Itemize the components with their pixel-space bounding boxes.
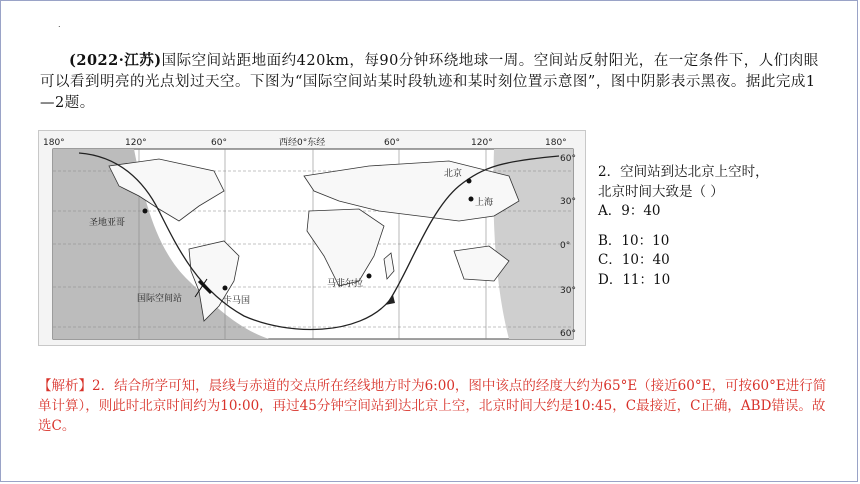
iss-track-map <box>38 130 586 346</box>
lon-label-60w: 60° <box>211 138 227 148</box>
place-madagascar: 马非尔拉 <box>327 279 364 289</box>
lon-label-0: 西经0°东经 <box>279 138 326 148</box>
question-stem-line2: 北京时间大致是（ ） <box>598 183 724 200</box>
lon-label-60e: 60° <box>384 138 400 148</box>
map-figure <box>39 131 587 347</box>
lat-label-60n: 60° <box>560 154 576 164</box>
option-b: B．10：10 <box>598 232 670 249</box>
intro-text: 国际空间站距地面约420km，每90分钟环绕地球一周。空间站反射阳光，在一定条件下，人们肉眼可以看到明亮的光点划过天空。下图为“国际空间站某时段轨迹和某时刻位置示意图”，图中阴影表示黑夜。据此完成1—2题。 <box>40 53 819 111</box>
lon-label-180e: 180° <box>545 138 567 148</box>
intro-paragraph <box>40 50 830 114</box>
san-diego-point <box>143 209 148 214</box>
lon-label-120w: 120° <box>125 138 147 148</box>
question-stem-line1: 2．空间站到达北京上空时， <box>598 164 769 180</box>
shanghai-point <box>469 197 474 202</box>
place-shanghai: 上海 <box>475 198 494 208</box>
option-gap <box>598 222 848 232</box>
question-source: (2022·江苏) <box>69 52 162 69</box>
corner-mark: . <box>58 20 61 29</box>
place-iss: 国际空间站 <box>137 294 183 304</box>
place-san-diego: 圣地亚哥 <box>89 218 126 228</box>
lat-label-30s: 30° <box>560 286 576 296</box>
option-d: D．11：10 <box>598 271 671 288</box>
madagascar-point <box>367 274 372 279</box>
question-2 <box>598 163 848 290</box>
cape-point <box>223 286 228 291</box>
analysis-paragraph: 【解析】2．结合所学可知，晨线与赤道的交点所在经线地方时为6:00，图中该点的经度大约为65°E（接近60°E，可按60°E进行简单计算），则此时北京时间约为10:00，再过45分钟空间站到达北京上空，北京时间大约是10:45，C最接近，C正确，ABD错误。故选C。 <box>38 378 827 434</box>
lat-label-30n: 30° <box>560 197 576 207</box>
lat-label-0: 0° <box>560 241 571 251</box>
lon-label-120e: 120° <box>471 138 493 148</box>
option-a: A．9：40 <box>598 203 661 219</box>
place-cape: 卡马国 <box>223 296 251 306</box>
beijing-point <box>467 179 472 184</box>
lon-label-180w: 180° <box>43 138 65 148</box>
option-c: C．10：40 <box>598 252 670 268</box>
lat-label-60s: 60° <box>560 329 576 339</box>
place-beijing: 北京 <box>444 169 463 179</box>
